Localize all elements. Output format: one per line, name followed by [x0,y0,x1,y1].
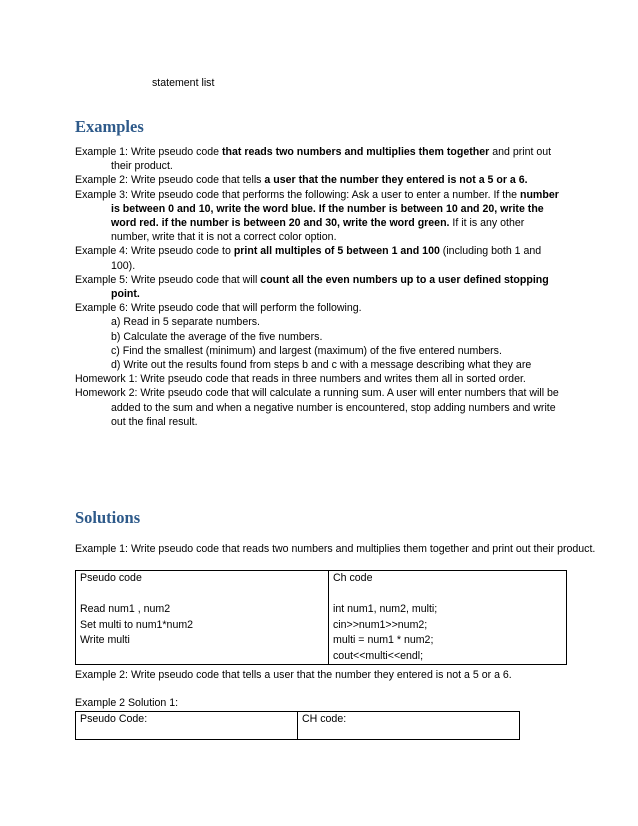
example-2-line: Example 2: Write pseudo code that tells a user that the number they entered is not a 5 or a 6. [75,669,512,681]
example-6-step-a: a) Read in 5 separate numbers. [111,316,260,329]
example-1: Example 1: Write pseudo code that reads two numbers and multiplies them together and print out their product. [75,146,552,173]
ch-code-cell: Ch code int num1, num2, multi; cin>>num1>>num2; multi = num1 * num2; cout<<multi<<endl; [329,571,567,665]
example-3: Example 3: Write pseudo code that performs the following: Ask a user to enter a number. If the number is between 0 and 10, write the word blue. If the number is between 10 and 20, write the word red. if the number is between 20 and 30, write the word green. If it is any other number, write that it is not a correct color option. [75,188,559,244]
pseudo-code-header: Pseudo Code: [76,712,298,740]
homework-2: Homework 2: Write pseudo code that will calculate a running sum. A user will enter numbers that will be added to the sum and when a negative number is encountered, stop adding numbers and write out the final result. [75,387,559,428]
solutions-heading: Solutions [75,508,141,527]
example-5: Example 5: Write pseudo code that will count all the even numbers up to a user defined stopping point. [75,273,549,301]
example-6-step-b: b) Calculate the average of the five numbers. [111,330,323,343]
solution-1-table [75,570,567,665]
homework-1: Homework 1: Write pseudo code that reads in three numbers and writes them all in sorted order. [75,373,526,386]
statement-list-text: statement list [152,77,215,89]
examples-heading: Examples [75,117,144,136]
pseudo-code-cell: Pseudo code Read num1 , num2 Set multi to num1*num2 Write multi [76,571,329,665]
solution-1-intro: Example 1: Write pseudo code that reads two numbers and multiplies them together and print out their product. [75,543,596,555]
example-4: Example 4: Write pseudo code to print all multiples of 5 between 1 and 100 (including both 1 and 100). [75,245,542,272]
solution-2-table [75,711,520,740]
example-2: Example 2: Write pseudo code that tells a user that the number they entered is not a 5 or a 6. [75,174,528,187]
example-2-solution-label: Example 2 Solution 1: [75,697,179,709]
examples-list [75,145,565,429]
ch-code-header: CH code: [298,712,520,740]
example-6: Example 6: Write pseudo code that will perform the following. [75,302,362,315]
example-6-step-c: c) Find the smallest (minimum) and largest (maximum) of the five entered numbers. [111,344,502,357]
example-6-step-d: d) Write out the results found from steps b and c with a message describing what they are [111,359,532,372]
